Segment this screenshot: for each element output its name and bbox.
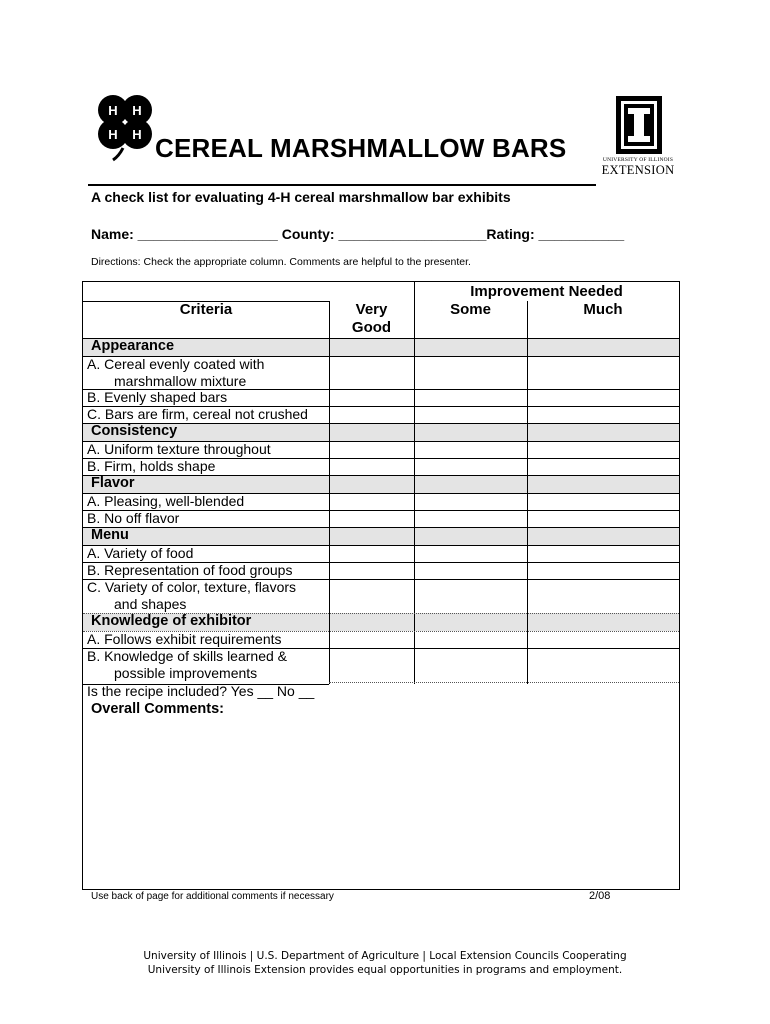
overall-comments-label: Overall Comments: — [91, 701, 224, 717]
criteria-item: B. Evenly shaped bars — [87, 389, 228, 405]
four-h-clover-icon — [89, 90, 161, 162]
category-knowledge-of-exhibitor: Knowledge of exhibitor — [91, 613, 252, 629]
extension-logo-university: UNIVERSITY OF ILLINOIS — [602, 157, 674, 163]
footer-line-2: University of Illinois Extension provides equal opportunities in programs and employment. — [147, 964, 623, 976]
criteria-item — [87, 579, 296, 613]
criteria-item: A. Variety of food — [87, 545, 194, 561]
additional-comments-note: Use back of page for additional comments if necessary — [91, 891, 334, 902]
criteria-item-text-cont: and shapes — [114, 596, 187, 612]
category-shade-menu — [83, 527, 679, 545]
criteria-header: Criteria — [179, 301, 233, 318]
row-line — [83, 527, 679, 528]
improvement-needed-header: Improvement Needed — [470, 283, 623, 300]
criteria-item — [87, 648, 287, 682]
much-header: Much — [583, 301, 623, 318]
page-title: CEREAL MARSHMALLOW BARS — [155, 133, 567, 163]
col-divider — [414, 282, 415, 684]
category-shade-flavor — [83, 475, 679, 493]
recipe-included-question: Is the recipe included? Yes __ No __ — [87, 683, 315, 699]
category-flavor: Flavor — [91, 475, 135, 491]
extension-logo — [600, 96, 676, 178]
criteria-item: B. Firm, holds shape — [87, 458, 216, 474]
clover-letter: H — [108, 103, 118, 118]
row-line — [83, 475, 679, 476]
criteria-item: B. Representation of food groups — [87, 562, 293, 578]
clover-letter: H — [132, 103, 142, 118]
title-rule — [88, 184, 596, 186]
criteria-item — [87, 356, 264, 390]
criteria-item-text: C. Variety of color, texture, flavors — [87, 579, 297, 595]
evaluation-table — [82, 281, 680, 890]
directions: Directions: Check the appropriate column. Comments are helpful to the presenter. — [91, 256, 471, 268]
criteria-item: A. Pleasing, well-blended — [87, 493, 245, 509]
name-county-rating-line: Name: __________________ County: ___________________Rating: ___________ — [91, 226, 625, 242]
criteria-item: A. Follows exhibit requirements — [87, 631, 282, 647]
criteria-item: A. Uniform texture throughout — [87, 441, 271, 457]
very-good-header-line2: Good — [351, 319, 392, 336]
footer-line-1: University of Illinois | U.S. Department of Agriculture | Local Extension Councils Cooperating — [143, 950, 627, 962]
very-good-header-line1: Very — [355, 301, 388, 318]
header-divider — [83, 301, 329, 302]
clover-letter: H — [132, 127, 142, 142]
category-menu: Menu — [91, 527, 129, 543]
extension-logo-name: EXTENSION — [601, 163, 675, 177]
criteria-item-text: B. Knowledge of skills learned & — [87, 648, 287, 664]
criteria-item-text-cont: marshmallow mixture — [114, 373, 247, 389]
category-consistency: Consistency — [91, 423, 178, 439]
subtitle: A check list for evaluating 4-H cereal marshmallow bar exhibits — [91, 189, 511, 205]
some-header: Some — [450, 301, 491, 318]
very-good-header — [329, 301, 414, 337]
clover-letter: H — [108, 127, 118, 142]
category-appearance: Appearance — [91, 338, 175, 354]
criteria-item-text-cont: possible improvements — [114, 665, 258, 681]
criteria-item: B. No off flavor — [87, 510, 180, 526]
row-line — [329, 682, 679, 683]
illinois-i-icon — [616, 96, 662, 154]
date-code: 2/08 — [589, 890, 611, 902]
criteria-item-text: A. Cereal evenly coated with — [87, 356, 265, 372]
criteria-item: C. Bars are firm, cereal not crushed — [87, 406, 308, 422]
